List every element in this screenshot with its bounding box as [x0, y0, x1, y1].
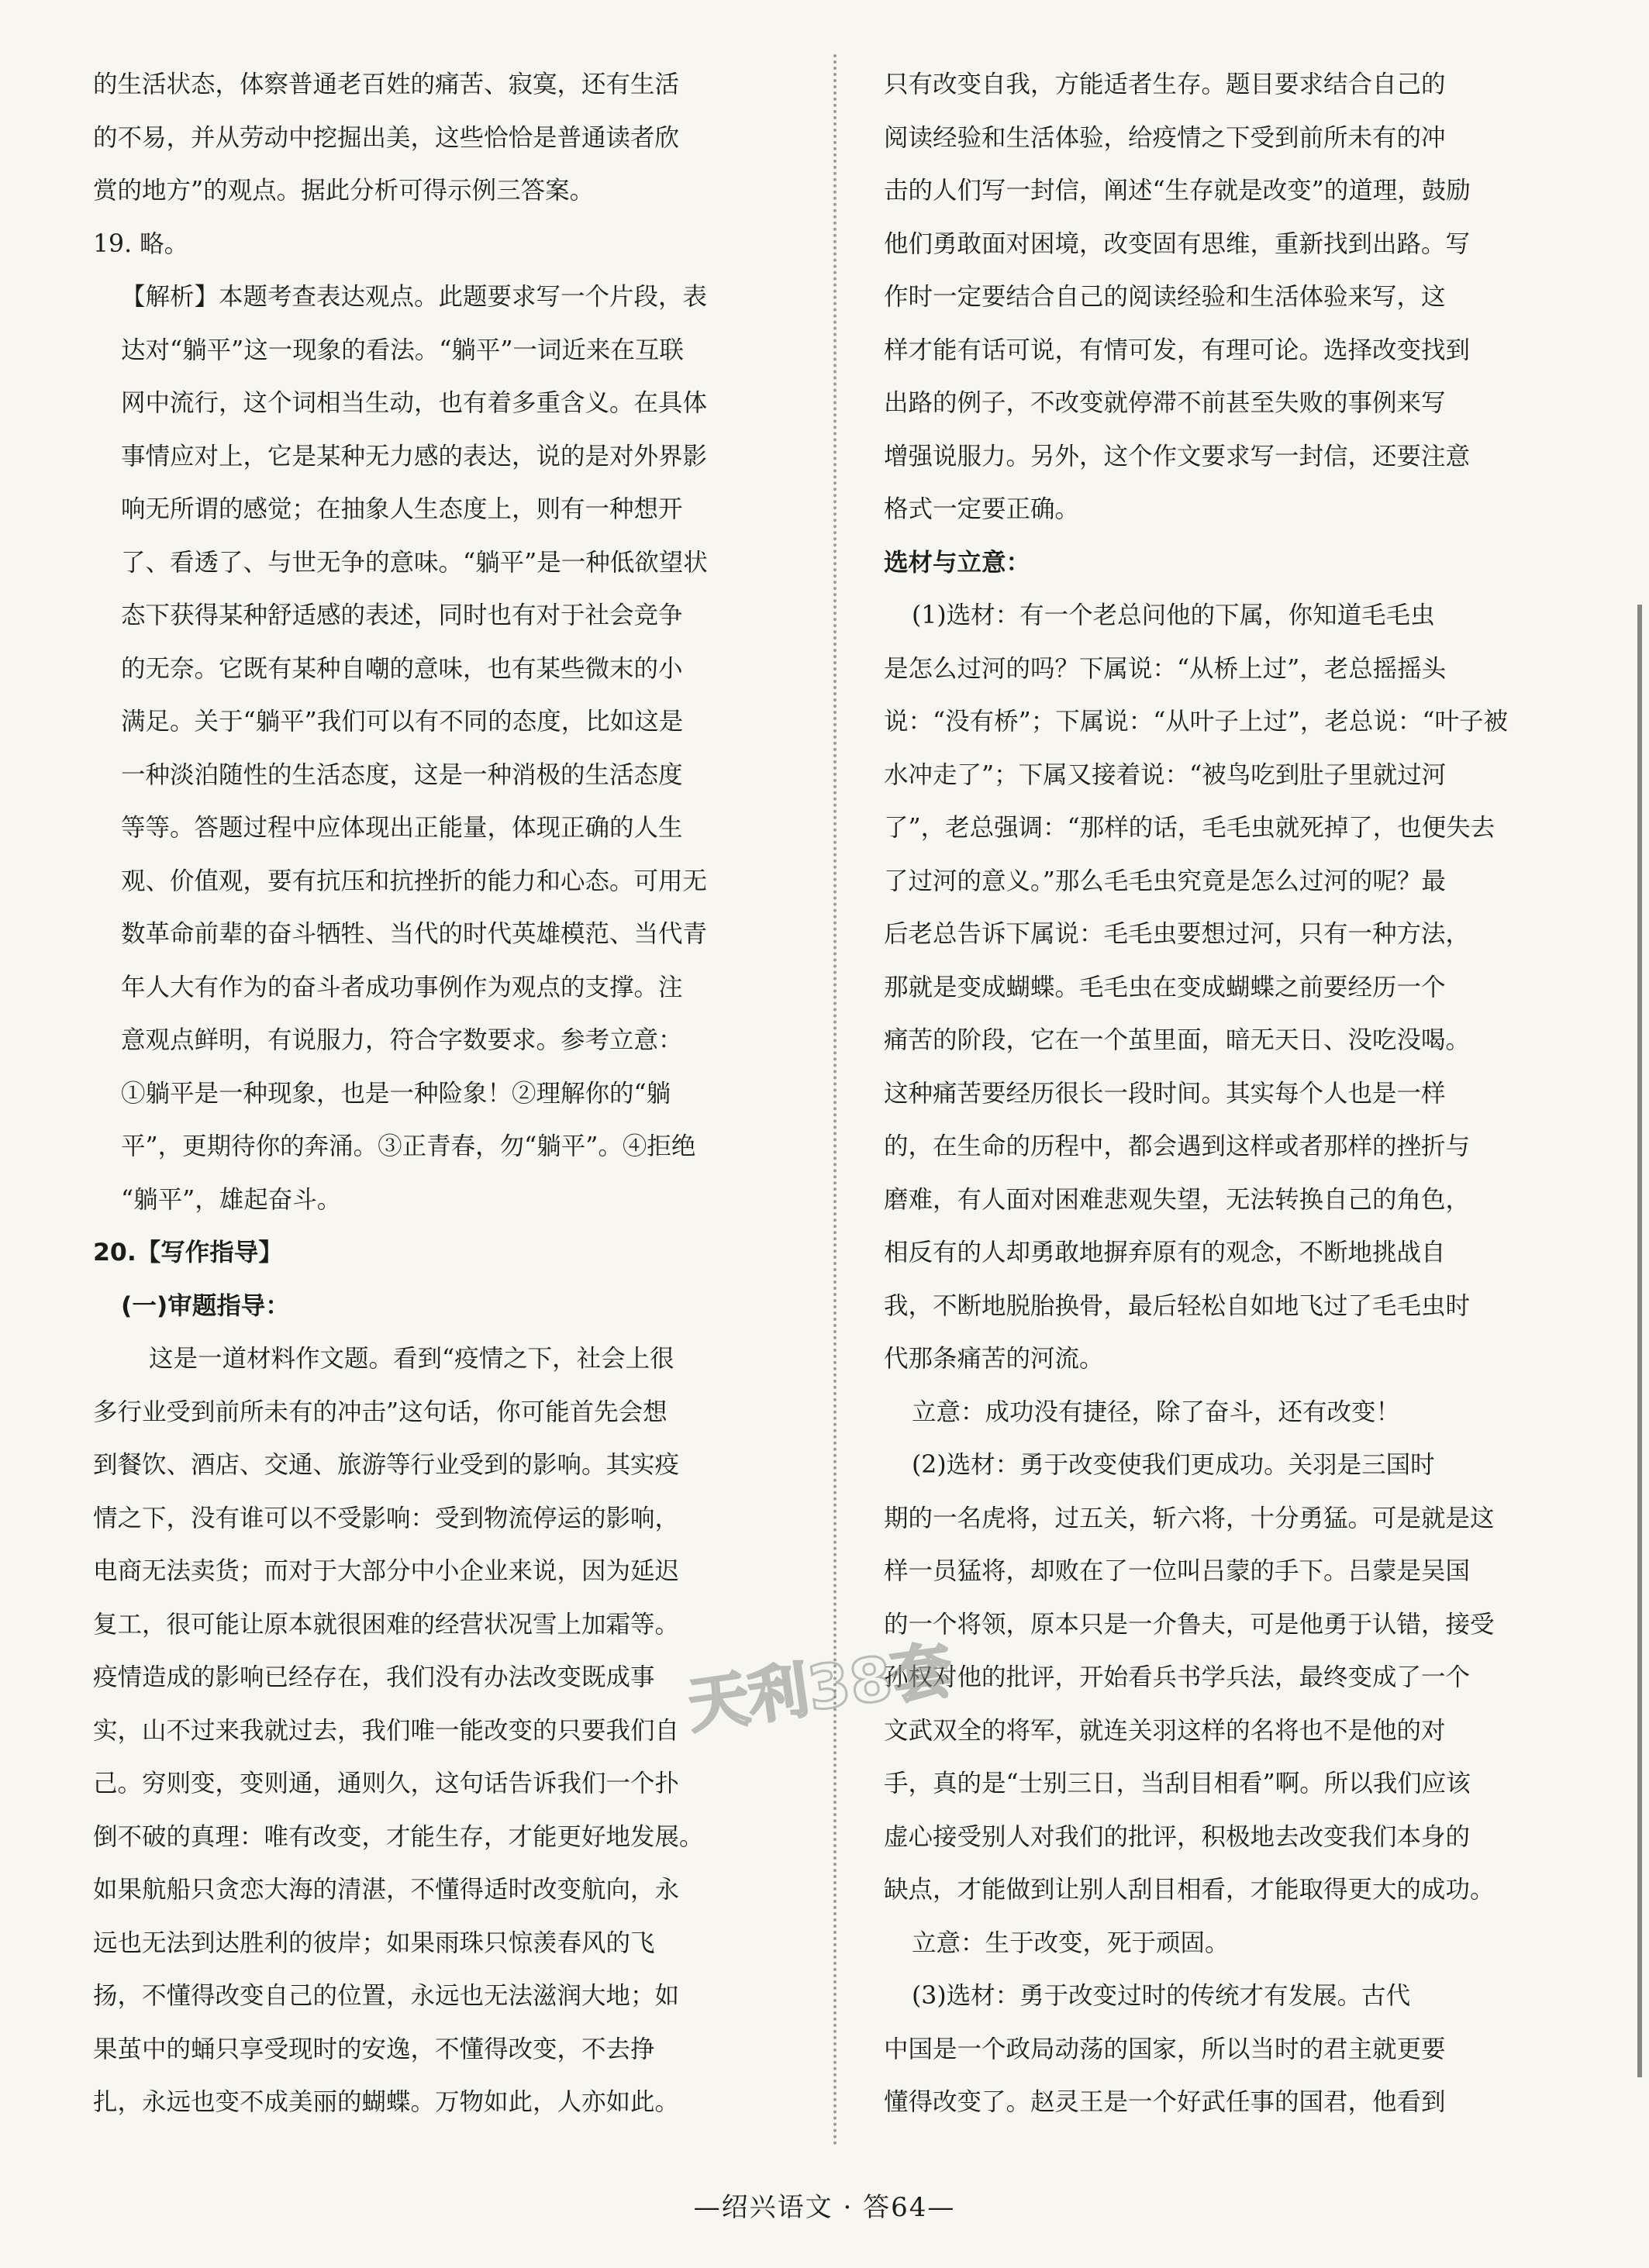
text-line: 数革命前辈的奋斗牺牲、当代的时代英雄模范、当代青 [121, 920, 708, 948]
text-line: (2)选材：勇于改变使我们更成功。关羽是三国时 [912, 1451, 1435, 1479]
watermark-text: 天利38套 [684, 1635, 957, 1742]
text-line: 扬，不懂得改变自己的位置，永远也无法滋润大地；如 [93, 1982, 680, 2010]
text-line: 赏的地方”的观点。据此分析可得示例三答案。 [93, 177, 595, 205]
text-line: 的一个将领，原本只是一介鲁夫，可是他勇于认错，接受 [884, 1610, 1495, 1639]
text-line: 样一员猛将，却败在了一位叫吕蒙的手下。吕蒙是吴国 [884, 1557, 1471, 1585]
text-line: 是怎么过河的吗？下属说：“从桥上过”，老总摇摇头 [884, 654, 1447, 683]
text-line: 态下获得某种舒适感的表述，同时也有对于社会竞争 [121, 601, 683, 629]
text-line: 说：“没有桥”；下属说：“从叶子上过”，老总说：“叶子被 [884, 708, 1509, 736]
text-line: 增强说服力。另外，这个作文要求写一封信，还要注意 [884, 442, 1471, 470]
text-line: (3)选材：勇于改变过时的传统才有发展。古代 [912, 1982, 1411, 2010]
text-line: 我，不断地脱胎换骨，最后轻松自如地飞过了毛毛虫时 [884, 1291, 1471, 1320]
text-line: 【解析】本题考查表达观点。此题要求写一个片段，表 [121, 283, 708, 311]
text-line: 痛苦的阶段，它在一个茧里面，暗无天日、没吃没喝。 [884, 1026, 1471, 1054]
text-line: 平”，更期待你的奔涌。③正青春，勿“躺平”。④拒绝 [121, 1132, 696, 1160]
text-line: 缺点，才能做到让别人刮目相看，才能取得更大的成功。 [884, 1876, 1495, 1904]
text-line: 如果航船只贪恋大海的清湛，不懂得适时改变航向，永 [93, 1876, 680, 1904]
text-line: “躺平”，雄起奋斗。 [121, 1185, 342, 1214]
text-line: 响无所谓的感觉；在抽象人生态度上，则有一种想开 [121, 495, 683, 523]
text-line: 情之下，没有谁可以不受影响：受到物流停运的影响， [93, 1504, 680, 1532]
text-line: 疫情造成的影响已经存在，我们没有办法改变既成事 [93, 1663, 655, 1691]
text-line: 电商无法卖货；而对于大部分中小企业来说，因为延迟 [93, 1557, 680, 1585]
text-line: 出路的例子，不改变就停滞不前甚至失败的事例来写 [884, 389, 1446, 417]
text-line: 远也无法到达胜利的彼岸；如果雨珠只惊羡春风的飞 [93, 1928, 655, 1957]
text-line: 立意：成功没有捷径，除了奋斗，还有改变！ [912, 1398, 1401, 1426]
text-line: 了”，老总强调：“那样的话，毛毛虫就死掉了，也便失去 [884, 814, 1495, 842]
text-line: 等等。答题过程中应体现出正能量，体现正确的人生 [121, 814, 683, 842]
text-line: 代那条痛苦的河流。 [884, 1345, 1104, 1373]
text-line: 扎，永远也变不成美丽的蝴蝶。万物如此，人亦如此。 [93, 2088, 680, 2116]
text-line: 了、看透了、与世无争的意味。“躺平”是一种低欲望状 [121, 548, 708, 577]
text-line: 他们勇敢面对困境，改变固有思维，重新找到出路。写 [884, 229, 1471, 258]
text-line: 了过河的意义。”那么毛毛虫究竟是怎么过河的呢？最 [884, 867, 1446, 895]
text-line: 文武双全的将军，就连关羽这样的名将也不是他的对 [884, 1716, 1446, 1745]
text-line: 虚心接受别人对我们的批评，积极地去改变我们本身的 [884, 1822, 1471, 1851]
text-line: (一)审题指导： [121, 1291, 290, 1320]
text-line: 后老总告诉下属说：毛毛虫要想过河，只有一种方法， [884, 920, 1471, 948]
text-line: (1)选材：有一个老总问他的下属，你知道毛毛虫 [912, 601, 1435, 629]
text-line: 作时一定要结合自己的阅读经验和生活体验来写，这 [884, 283, 1446, 311]
text-line: 意观点鲜明，有说服力，符合字数要求。参考立意： [121, 1026, 683, 1054]
text-line: 事情应对上，它是某种无力感的表达，说的是对外界影 [121, 442, 708, 470]
text-line: 中国是一个政局动荡的国家，所以当时的君主就更要 [884, 2035, 1446, 2063]
text-line: 的，在生命的历程中，都会遇到这样或者那样的挫折与 [884, 1132, 1471, 1160]
text-line: 果茧中的蛹只享受现时的安逸，不懂得改变，不去挣 [93, 2035, 655, 2063]
text-line: 磨难，有人面对困难悲观失望，无法转换自己的角色， [884, 1185, 1471, 1214]
text-line: 一种淡泊随性的生活态度，这是一种消极的生活态度 [121, 760, 683, 789]
text-line: 网中流行，这个词相当生动，也有着多重含义。在具体 [121, 389, 708, 417]
text-line: 样才能有话可说，有情可发，有理可论。选择改变找到 [884, 336, 1471, 364]
text-line: 这是一道材料作文题。看到“疫情之下，社会上很 [149, 1345, 674, 1373]
text-line: 多行业受到前所未有的冲击”这句话，你可能首先会想 [93, 1398, 668, 1426]
text-line: 相反有的人却勇敢地摒弃原有的观念，不断地挑战自 [884, 1239, 1446, 1267]
text-line: 的生活状态，体察普通老百姓的痛苦、寂寞，还有生活 [93, 71, 680, 98]
text-line: 格式一定要正确。 [884, 495, 1080, 523]
text-line: 到餐饮、酒店、交通、旅游等行业受到的影响。其实疫 [93, 1451, 680, 1479]
text-line: 水冲走了”；下属又接着说：“被鸟吃到肚子里就过河 [884, 760, 1447, 789]
text-line: 年人大有作为的奋斗者成功事例作为观点的支撑。注 [121, 973, 683, 1001]
page-edge-shadow [1637, 605, 1642, 2077]
text-line: 19. 略。 [93, 229, 189, 258]
text-line: ①躺平是一种现象，也是一种险象！②理解你的“躺 [121, 1079, 671, 1108]
text-line: 期的一名虎将，过五关，斩六将，十分勇猛。可是就是这 [884, 1504, 1495, 1532]
text-line: 懂得改变了。赵灵王是一个好武任事的国君，他看到 [884, 2088, 1446, 2116]
text-line: 复工，很可能让原本就很困难的经营状况雪上加霜等。 [93, 1610, 680, 1639]
page-footer: —绍兴语文 · 答64— [693, 2192, 956, 2223]
text-line: 的不易，并从劳动中挖掘出美，这些恰恰是普通读者欣 [93, 123, 680, 152]
text-line: 只有改变自我，方能适者生存。题目要求结合自己的 [884, 71, 1446, 98]
text-line: 观、价值观，要有抗压和抗挫折的能力和心态。可用无 [121, 867, 708, 895]
text-line: 阅读经验和生活体验，给疫情之下受到前所未有的冲 [884, 123, 1446, 152]
text-line: 选材与立意： [884, 548, 1031, 577]
text-line: 己。穷则变，变则通，通则久，这句话告诉我们一个扑 [93, 1770, 680, 1798]
text-line: 满足。关于“躺平”我们可以有不同的态度，比如这是 [121, 708, 684, 736]
text-line: 达对“躺平”这一现象的看法。“躺平”一词近来在互联 [121, 336, 684, 364]
text-line: 手，真的是“士别三日，当刮目相看”啊。所以我们应该 [884, 1770, 1471, 1798]
text-line: 20.【写作指导】 [93, 1239, 283, 1267]
text-line: 那就是变成蝴蝶。毛毛虫在变成蝴蝶之前要经历一个 [884, 973, 1446, 1001]
text-line: 这种痛苦要经历很长一段时间。其实每个人也是一样 [884, 1079, 1446, 1108]
text-line: 实，山不过来我就过去，我们唯一能改变的只要我们自 [93, 1716, 680, 1745]
column-divider [833, 54, 837, 2147]
watermark-logo [682, 1612, 1008, 1798]
text-line: 倒不破的真理：唯有改变，才能生存，才能更好地发展。 [93, 1822, 704, 1851]
text-line: 的无奈。它既有某种自嘲的意味，也有某些微末的小 [121, 654, 683, 683]
text-line: 立意：生于改变，死于顽固。 [912, 1928, 1230, 1957]
text-line: 孙权对他的批评，开始看兵书学兵法，最终变成了一个 [884, 1663, 1471, 1691]
text-line: 击的人们写一封信，阐述“生存就是改变”的道理，鼓励 [884, 177, 1471, 205]
